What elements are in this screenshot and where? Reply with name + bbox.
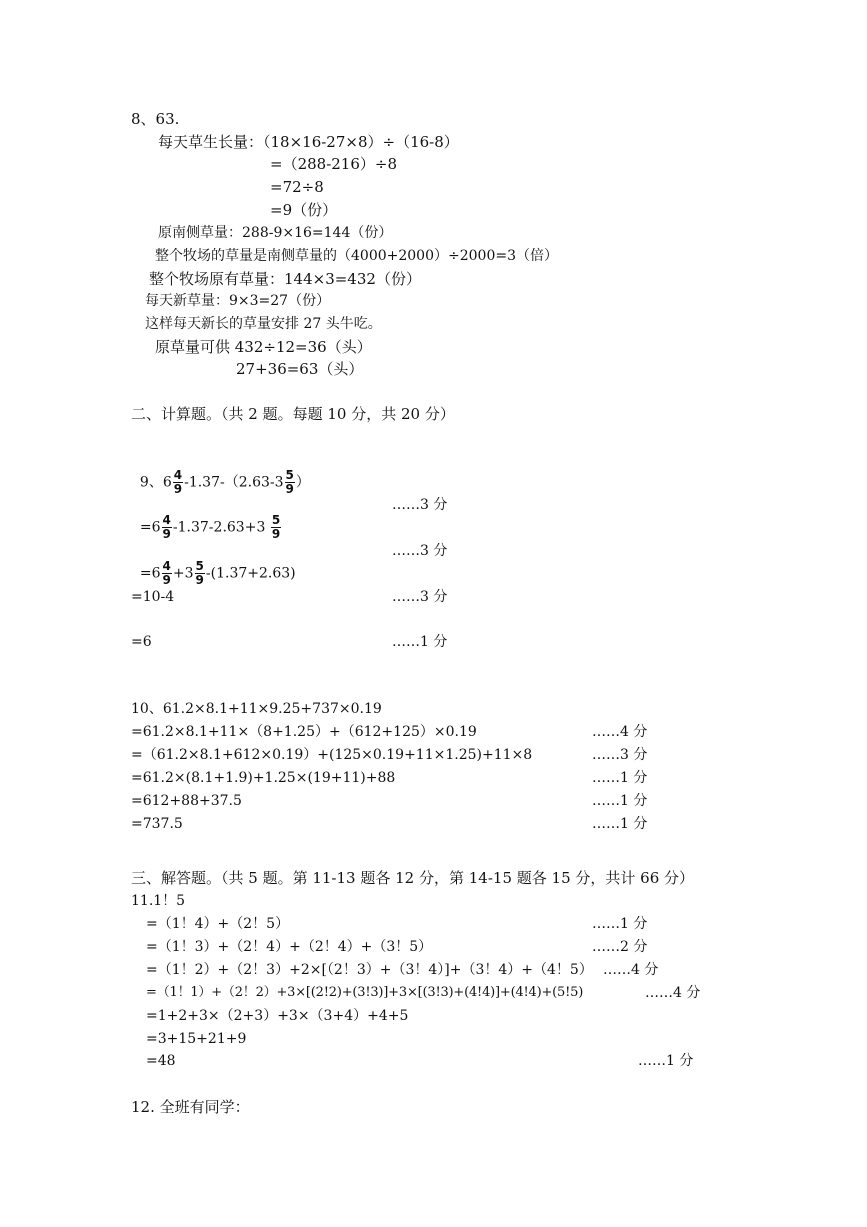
q9-line-4: =10-4 [131,589,175,605]
q9-line-1: 9、6 $\frac{4}{9}$ -1.37-（2.63-3 $\frac{5}{9}$ ） [139,468,310,496]
fraction: $\frac{5}{9}$ [271,513,281,541]
q11-line-7: =3+15+21+9 [146,1031,247,1047]
score-label: ……1 分 [592,816,648,832]
q8-heading: 8、63. [131,110,180,128]
q8-line: 整个牧场的草量是南侧草量的（4000+2000）÷2000=3（倍） [155,248,558,264]
q8-line: 这样每天新长的草量安排 27 头牛吃。 [145,316,382,332]
score-label: ……3 分 [592,747,648,763]
q11-line-1: 11.1！5 [131,893,186,909]
q10-line-1: 10、61.2×8.1+11×9.25+737×0.19 [131,701,382,717]
score-label: ……4 分 [603,962,659,978]
q9-line-3: =6 $\frac{4}{9}$ +3 $\frac{5}{9}$ -(1.37+2.63) [139,559,296,587]
q8-line: 每天草生长量：（18×16-27×8）÷（16-8） [158,133,459,151]
q8-line: 每天新草量：9×3=27（份） [145,293,331,309]
score-label: ……1 分 [592,770,648,786]
q10-line-2: =61.2×8.1+11×（8+1.25）+（612+125）×0.19 [131,724,477,740]
score-label: ……1 分 [638,1053,694,1069]
q11-line-8: =48 [146,1053,176,1069]
q10-line-5: =612+88+37.5 [131,793,242,809]
score-label: ……1 分 [592,916,648,932]
q8-line: 整个牧场原有草量：144×3=432（份） [149,270,421,288]
q11-line-5: =（1！1）+（2！2）+3×[(2!2)+(3!3)]+3×[(3!3)+(4!4)]+(4!4)+(5!5) [146,985,584,1000]
q8-line: 27+36=63（头） [236,360,364,378]
fraction: $\frac{4}{9}$ [162,559,171,587]
q12-heading: 12. 全班有同学： [131,1098,250,1116]
score-label: ……1 分 [592,793,648,809]
q8-line: =72÷8 [270,178,324,196]
q8-line: 原草量可供 432÷12=36（头） [155,338,372,356]
section-3-title: 三、解答题。（共 5 题。第 11-13 题各 12 分，第 14-15 题各 15 分，共计 66 分） [131,869,695,887]
q11-line-3: =（1！3）+（2！4）+（2！4）+（3！5） [146,939,433,955]
q8-line: 原南侧草量：288-9×16=144（份） [158,225,393,241]
fraction: $\frac{5}{9}$ [285,468,294,496]
q11-line-4: =（1！2）+（2！3）+2×[（2！3）+（3！4）]+（3！4）+（4！5） [146,962,593,978]
score-label: ……3 分 [392,589,448,605]
fraction: $\frac{4}{9}$ [162,513,171,541]
q11-line-6: =1+2+3×（2+3）+3×（3+4）+4+5 [146,1008,409,1024]
score-label: ……3 分 [392,543,448,559]
section-2-title: 二、计算题。（共 2 题。每题 10 分，共 20 分） [131,405,455,423]
q8-line: =（288-216）÷8 [270,155,398,173]
q8-line: =9（份） [270,201,338,219]
q9-line-2: =6 $\frac{4}{9}$ -1.37-2.63+3 $\frac{5}{9}$ [139,513,281,541]
q9-line-5: =6 [131,634,152,650]
score-label: ……4 分 [592,724,648,740]
fraction: $\frac{5}{9}$ [195,559,204,587]
score-label: ……4 分 [645,985,701,1001]
score-label: ……1 分 [392,634,448,650]
q10-line-3: =（61.2×8.1+612×0.19）+(125×0.19+11×1.25)+11×8 [131,747,533,763]
q10-line-4: =61.2×(8.1+1.9)+1.25×(19+11)+88 [131,770,396,786]
score-label: ……3 分 [392,497,448,513]
q10-line-6: =737.5 [131,816,183,832]
q11-line-2: =（1！4）+（2！5） [146,916,290,932]
score-label: ……2 分 [592,939,648,955]
fraction: $\frac{4}{9}$ [173,468,183,496]
